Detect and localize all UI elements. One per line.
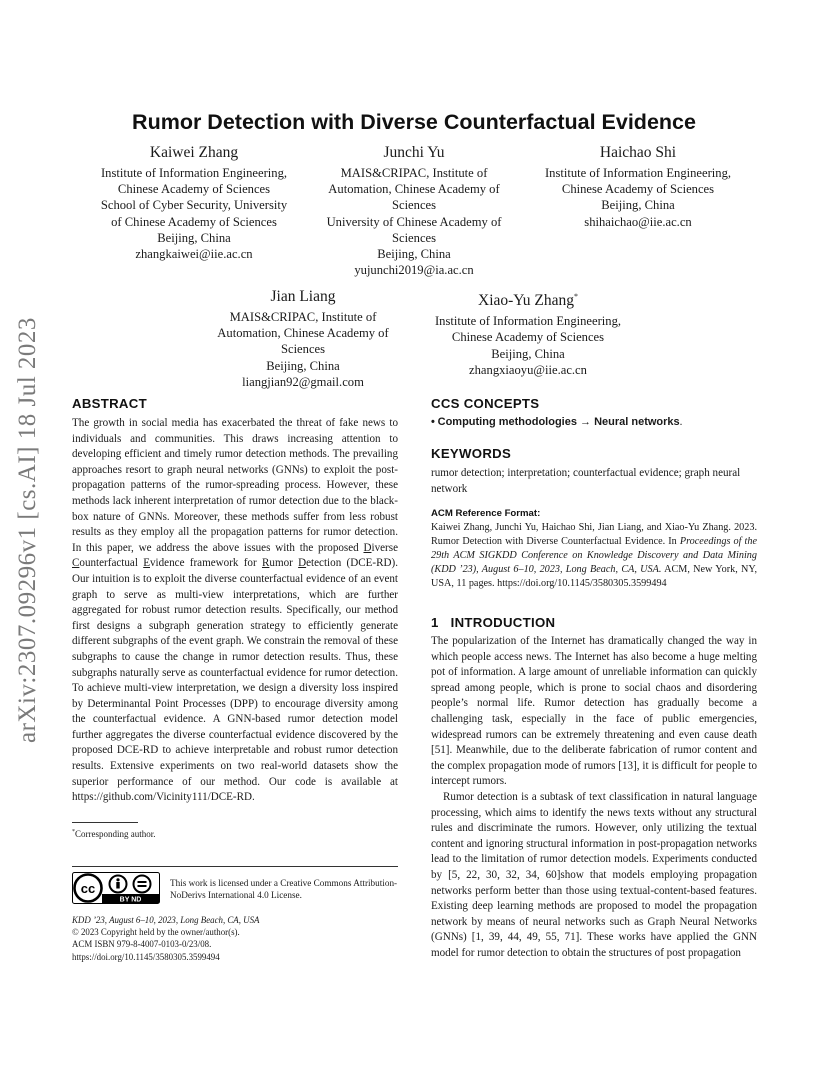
method-name-rest: ounterfactual bbox=[79, 557, 144, 570]
introduction-heading bbox=[431, 615, 555, 630]
author-affiliation-line: Chinese Academy of Sciences bbox=[451, 330, 605, 345]
author-block bbox=[200, 287, 406, 390]
author-affiliation-line: Automation, Chinese Academy of bbox=[217, 326, 389, 341]
author-block bbox=[530, 143, 746, 230]
author-affiliation-line: Chinese Academy of Sciences bbox=[561, 182, 715, 197]
method-name-initial: R bbox=[261, 557, 270, 570]
author-affiliation-line: Sciences bbox=[391, 198, 437, 213]
abstract-text-after: (DCE-RD). Our intuition is to exploit the diverse counterfactual evidence of an event graph to serve as multi-view interpretations, which are further aggregated for robust rumor detection results. Specifically, our method first designs a subgraph generation strategy to efficiently generate different subgraphs of the event graph. We constrain the removal of these subgraphs to cause the change in rumor detection results. Thus, these subgraphs naturally serve as counterfactual evidence for rumor detection. To achieve multi-view interpretation, we design a diversity loss inspired by Determinantal Point Processes (DPP) to encourage diversity among the counterfactual evidence. A GNN-based rumor detection model further aggregates the diverse counterfactual evidence discovered by the proposed DCE-RD to achieve interpretable and robust rumor detection results. Extensive experiments on two real-world datasets show the superior performance of our method. Our code is available at https://github.com/Vicinity111/DCE-RD. bbox=[72, 557, 398, 804]
author-affiliation-line: Automation, Chinese Academy of bbox=[328, 182, 500, 197]
ccs-end: . bbox=[679, 416, 683, 428]
author-affiliation-line: Institute of Information Engineering, bbox=[544, 166, 732, 180]
abstract-text bbox=[72, 416, 398, 806]
author-affiliation-line: Beijing, China bbox=[491, 346, 565, 361]
ccs-concept: Computing methodologies → Neural networks bbox=[437, 416, 680, 428]
acm-reference-text bbox=[431, 521, 757, 591]
acm-ref-proceedings: Proceedings of the 29th ACM SIGKDD Conference on Knowledge Discovery and Data Mining (KDD ’23), August 6–10, 2023, Long Beach, CA, USA. bbox=[431, 536, 757, 575]
acm-reference-heading: ACM Reference Format: bbox=[431, 508, 541, 519]
ccs-bullet: • bbox=[431, 416, 435, 428]
method-name-rest: vidence framework for bbox=[150, 557, 262, 570]
author-name: Jian Liang bbox=[270, 288, 336, 305]
method-name-initial: D bbox=[298, 557, 307, 570]
author-affiliation-line: Sciences bbox=[280, 342, 326, 357]
author-affiliation-line: Chinese Academy of Sciences bbox=[117, 182, 271, 197]
author-affiliation-line: MAIS&CRIPAC, Institute of bbox=[340, 166, 488, 180]
author-affiliation-line: of Chinese Academy of Sciences bbox=[111, 214, 277, 229]
abstract-text-before: The growth in social media has exacerbated the threat of fake news to individuals and communities. This draws increasing attention to developing efficient and timely rumor detection methods. The prevailing approaches resort to graph neural networks (GNNs) to exploit the post-propagation patterns of the rumor-spreading process. However, these methods lack inherent interpretation of rumor detection due to the black-box nature of GNNs. Moreover, these methods suffer from less robust results as they employ all the propagation patterns for rumor detection. In this paper, we address the above issues with the proposed bbox=[72, 417, 398, 554]
method-name-rest: iverse bbox=[371, 541, 398, 554]
method-name-rest: umor bbox=[269, 557, 299, 570]
license-text: This work is licensed under a Creative Commons Attribution-NoDerivs International 4.0 License. bbox=[170, 878, 398, 901]
ccs-concepts bbox=[431, 415, 757, 431]
author-affiliation-line: zhangxiaoyu@iie.ac.cn bbox=[469, 362, 587, 377]
badge-label: BY ND bbox=[119, 896, 142, 904]
method-name-initial: C bbox=[72, 557, 80, 570]
author-name: Junchi Yu bbox=[383, 144, 445, 161]
author-affiliation-line: University of Chinese Academy of bbox=[326, 214, 502, 229]
method-name-initial: D bbox=[363, 541, 372, 554]
author-affiliation-line: Beijing, China bbox=[377, 247, 451, 262]
author-block bbox=[84, 143, 304, 262]
abstract-heading: ABSTRACT bbox=[72, 396, 147, 411]
keywords-text: rumor detection; interpretation; counterfactual evidence; graph neural network bbox=[431, 467, 741, 495]
acm-ref-tail: ACM, New York, NY, USA, 11 pages. https://doi.org/10.1145/3580305.3599494 bbox=[431, 564, 757, 589]
author-name bbox=[420, 287, 636, 311]
copyright-line: © 2023 Copyright held by the owner/author(s). bbox=[72, 927, 240, 938]
footnote-text: Corresponding author. bbox=[75, 829, 156, 839]
introduction-text bbox=[431, 634, 757, 961]
author-name: Kaiwei Zhang bbox=[149, 144, 239, 161]
author-block bbox=[316, 143, 512, 278]
author-affiliation-line: Sciences bbox=[391, 230, 437, 245]
author-affiliation-line: zhangkaiwei@iie.ac.cn bbox=[135, 247, 253, 262]
section-number: 1 bbox=[431, 615, 439, 630]
author-name: Haichao Shi bbox=[599, 144, 677, 161]
author-affiliation-line: yujunchi2019@ia.ac.cn bbox=[354, 263, 474, 278]
method-name-initial: E bbox=[143, 557, 150, 570]
conference-venue: KDD ’23, August 6–10, 2023, Long Beach, CA, USA bbox=[72, 915, 260, 925]
arxiv-stamp: arXiv:2307.09296v1 [cs.AI] 18 Jul 2023 bbox=[14, 317, 41, 743]
author-affiliation-line: liangjian92@gmail.com bbox=[242, 374, 364, 389]
svg-text:cc: cc bbox=[80, 881, 96, 896]
doi-line: https://doi.org/10.1145/3580305.3599494 bbox=[72, 951, 220, 962]
author-affiliation-line: Beijing, China bbox=[601, 198, 675, 213]
method-name-rest: etection bbox=[306, 557, 342, 570]
conference-info bbox=[72, 914, 398, 963]
author-affiliation-line: MAIS&CRIPAC, Institute of bbox=[229, 310, 377, 324]
author-affiliation-line: School of Cyber Security, University bbox=[100, 198, 288, 213]
author-affiliation-line: shihaichao@iie.ac.cn bbox=[584, 214, 692, 229]
author-name-text: Xiao-Yu Zhang bbox=[478, 292, 574, 310]
footnote-rule bbox=[72, 822, 138, 823]
author-affiliation-line: Beijing, China bbox=[266, 358, 340, 373]
corresponding-mark: * bbox=[574, 292, 578, 301]
isbn-line: ACM ISBN 979-8-4007-0103-0/23/08. bbox=[72, 939, 212, 950]
author-affiliation-line: Institute of Information Engineering, bbox=[100, 166, 288, 180]
cc-by-nd-badge-icon bbox=[72, 872, 160, 904]
intro-paragraph-2: Rumor detection is a subtask of text classification in natural language processing, which aims to identify the news texts without any structural rules and discriminate the rumors. However, only utilizing the textual content and ignoring structural information in post-propagation networks lead to the limitation of rumor detection models. Experiments conducted by [5, 22, 30, 32, 34, 60]show that models employing propagation networks perform better than those using textual-content-based features. Existing deep learning methods are proposed to model the propagation network by means of neural networks such as Graph Neural Networks (GNNs) [1, 39, 44, 49, 55, 71]. These works have applied the GNN model for rumor detection to obtain the structures of post propagation bbox=[431, 790, 757, 959]
author-affiliation-line: Beijing, China bbox=[157, 230, 231, 245]
keywords-heading: KEYWORDS bbox=[431, 446, 512, 461]
paper-title: Rumor Detection with Diverse Counterfactual Evidence bbox=[132, 110, 696, 134]
footnote-mark: * bbox=[72, 829, 75, 835]
author-block bbox=[420, 287, 636, 378]
intro-paragraph-1: The popularization of the Internet has dramatically changed the way in which people access news. The Internet has also become a huge melting pot of information. A large amount of unreliable information can quickly spread among people, which is prone to social chaos and disordering people’s normal life. Rumor detection has gradually become a challenging task, especially in the face of public emergencies, widespread rumors can be extremely threatening and even cause death [51]. Meanwhile, due to the deliberate fabrication of rumor content and the complex propagation mode of rumors [13], it is difficult for people to intercept rumors. bbox=[431, 635, 757, 788]
ccs-heading: CCS CONCEPTS bbox=[431, 396, 540, 411]
acm-ref-authors-title: Kaiwei Zhang, Junchi Yu, Haichao Shi, Jian Liang, and Xiao-Yu Zhang. 2023. Rumor Detection with Diverse Counterfactual Evidence. In bbox=[431, 522, 757, 547]
footnote bbox=[72, 829, 156, 839]
license-rule bbox=[72, 866, 398, 867]
author-affiliation-line: Institute of Information Engineering, bbox=[434, 314, 622, 329]
section-title: INTRODUCTION bbox=[450, 615, 556, 630]
